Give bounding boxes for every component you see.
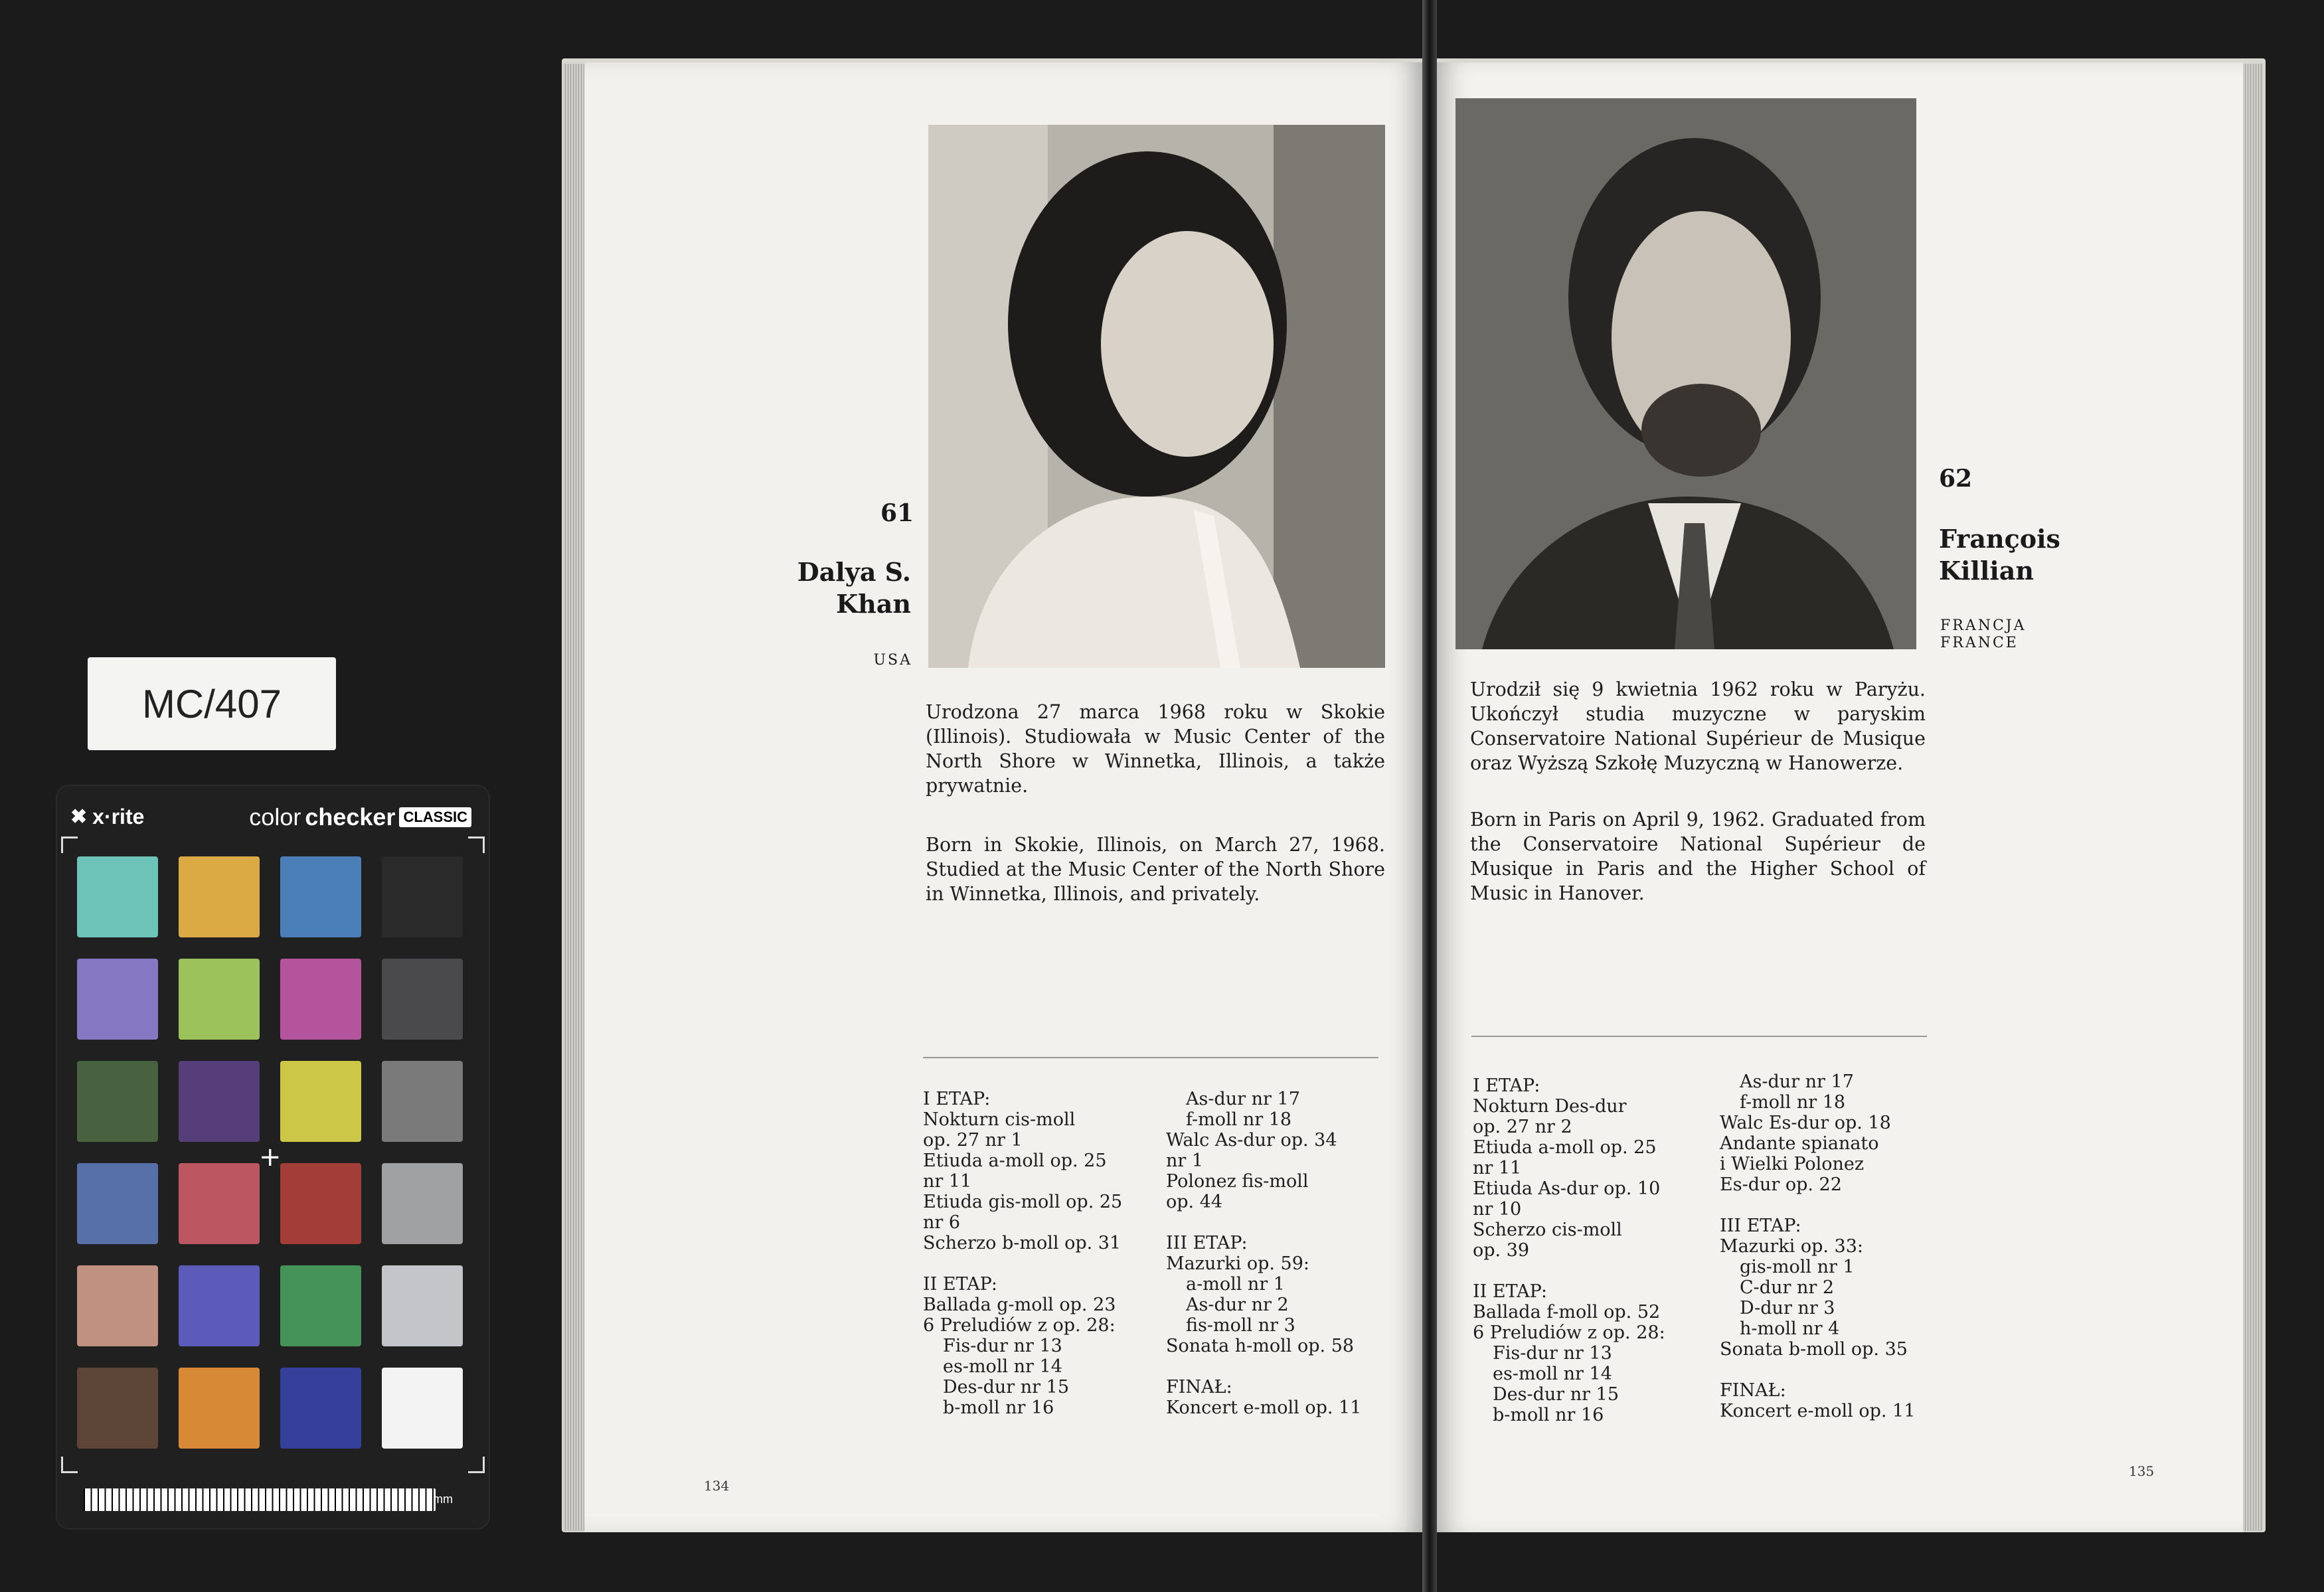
program-line: Koncert e-moll op. 11: [1166, 1397, 1362, 1418]
corner-mark: [61, 836, 78, 853]
program-line: Scherzo cis-moll: [1473, 1220, 1622, 1240]
color-swatch: [77, 959, 158, 1040]
program-line: Nokturn Des-dur: [1473, 1096, 1627, 1117]
program-column-2: [1720, 1072, 1946, 1421]
program-line: nr 10: [1473, 1199, 1522, 1220]
program-line: Des-dur nr 15: [1493, 1384, 1619, 1405]
program-line: Sonata h-moll op. 58: [1166, 1336, 1355, 1356]
color-swatch: [77, 1265, 158, 1346]
program-line: I ETAP:: [923, 1089, 991, 1109]
program-line: III ETAP:: [1166, 1233, 1248, 1253]
xrite-mark-icon: ✖: [70, 806, 88, 828]
program-line: I ETAP:: [1473, 1075, 1540, 1096]
color-swatch: [382, 1163, 463, 1244]
program-line: fis-moll nr 3: [1186, 1315, 1295, 1336]
ruler-unit: mm: [433, 1492, 453, 1506]
color-swatch: [179, 1368, 260, 1449]
name-line-1: François: [1939, 524, 2060, 554]
program-line: nr 6: [923, 1212, 961, 1233]
contestant-country: USA: [873, 652, 912, 669]
color-swatch: [382, 1368, 463, 1449]
color-swatch: [77, 856, 158, 937]
color-swatch: [77, 1163, 158, 1244]
color-swatch: [77, 1061, 158, 1142]
program-line: D-dur nr 3: [1740, 1298, 1835, 1318]
program-spacer: [923, 1253, 1149, 1274]
corner-mark: [468, 1457, 485, 1473]
color-swatch: [179, 1163, 260, 1244]
program-line: FINAŁ:: [1720, 1380, 1786, 1401]
color-swatch: [382, 856, 463, 937]
crosshair-icon: +: [259, 1142, 282, 1172]
program-line: Es-dur op. 22: [1720, 1174, 1842, 1195]
program-line: h-moll nr 4: [1740, 1318, 1840, 1339]
color-swatch: [280, 959, 361, 1040]
xrite-brand-text: x·rite: [92, 805, 145, 829]
portrait-image: [928, 125, 1385, 668]
color-swatch: [280, 1368, 361, 1449]
program-line: Ballada g-moll op. 23: [923, 1295, 1116, 1315]
xrite-logo: [70, 805, 144, 829]
contestant-number: 61: [880, 499, 914, 527]
color-swatch: [179, 959, 260, 1040]
program-line: op. 44: [1166, 1192, 1223, 1212]
program-column-1: [1473, 1075, 1712, 1425]
program-line: Polonez fis-moll: [1166, 1171, 1309, 1192]
portrait-image: [1455, 98, 1916, 649]
program-line: Fis-dur nr 13: [1493, 1343, 1612, 1364]
country-polish: FRANCJA: [1940, 617, 2027, 634]
program-line: Mazurki op. 59:: [1166, 1253, 1309, 1274]
color-swatch: [179, 856, 260, 937]
archive-label: MC/407: [88, 657, 336, 750]
program-line: 6 Preludiów z op. 28:: [923, 1315, 1116, 1336]
book-gutter: [1422, 0, 1437, 1592]
page-number: 134: [704, 1478, 730, 1494]
mm-ruler: [84, 1488, 436, 1511]
bio-english: Born in Skokie, Illinois, on March 27, 1968. Studied at the Music Center of the North Shore in Winnetka, Illinois, and privately.: [926, 834, 1385, 905]
program-line: Ballada f-moll op. 52: [1473, 1302, 1661, 1322]
program-spacer: [1720, 1195, 1946, 1216]
classic-badge: CLASSIC: [399, 807, 471, 827]
program-line: Des-dur nr 15: [943, 1377, 1070, 1397]
program-column-1: [923, 1089, 1149, 1418]
program-line: Etiuda a-moll op. 25: [923, 1151, 1107, 1171]
program-line: Scherzo b-moll op. 31: [923, 1233, 1121, 1253]
bio-polish: Urodził się 9 kwietnia 1962 roku w Paryżu. Ukończył studia muzyczne w paryskim Conservatoire National Supérieur de Musique oraz Wyższą Szkołę Muzyczną w Hanowerze.: [1470, 678, 1926, 774]
color-swatch: [179, 1265, 260, 1346]
color-swatch: [382, 1265, 463, 1346]
corner-mark: [468, 836, 485, 853]
page-edges-left: [563, 64, 584, 1531]
program-line: 6 Preludiów z op. 28:: [1473, 1322, 1665, 1343]
divider-rule: [1471, 1036, 1927, 1037]
country-english: FRANCE: [1940, 635, 2019, 651]
program-line: Sonata b-moll op. 35: [1720, 1339, 1908, 1360]
program-line: nr 11: [1473, 1158, 1522, 1178]
color-swatch: [179, 1061, 260, 1142]
color-swatch: [382, 959, 463, 1040]
title-bold: checker: [305, 803, 396, 831]
color-swatch: [280, 1265, 361, 1346]
program-line: III ETAP:: [1720, 1216, 1801, 1236]
program-line: FINAŁ:: [1166, 1377, 1232, 1397]
program-line: Koncert e-moll op. 11: [1720, 1401, 1916, 1421]
program-line: i Wielki Polonez: [1720, 1154, 1865, 1174]
program-line: II ETAP:: [1473, 1281, 1547, 1302]
program-line: Nokturn cis-moll: [923, 1109, 1076, 1130]
program-line: Walc As-dur op. 34: [1166, 1130, 1337, 1151]
color-swatch: [77, 1368, 158, 1449]
divider-rule: [923, 1057, 1378, 1058]
program-line: op. 27 nr 1: [923, 1130, 1023, 1151]
contestant-name: [797, 556, 911, 620]
page-edges-right: [2243, 64, 2263, 1531]
program-line: C-dur nr 2: [1740, 1277, 1835, 1298]
color-swatch: [280, 856, 361, 937]
program-spacer: [1720, 1360, 1946, 1380]
portrait-photo-dalya-khan: [928, 125, 1385, 668]
program-line: Etiuda a-moll op. 25: [1473, 1137, 1657, 1158]
program-line: Fis-dur nr 13: [943, 1336, 1062, 1356]
program-line: op. 39: [1473, 1240, 1530, 1261]
page-number: 135: [2129, 1463, 2155, 1479]
program-line: Walc Es-dur op. 18: [1720, 1113, 1891, 1133]
bio-english: Born in Paris on April 9, 1962. Graduated from the Conservatoire National Supérieur de Musique in Paris and the Higher School of Music in Hanover.: [1470, 809, 1926, 904]
title-light: color: [249, 803, 301, 831]
program-line: b-moll nr 16: [943, 1397, 1054, 1418]
program-line: Mazurki op. 33:: [1720, 1236, 1863, 1257]
corner-mark: [61, 1457, 78, 1473]
program-line: Etiuda gis-moll op. 25: [923, 1192, 1123, 1212]
program-line: nr 1: [1166, 1151, 1204, 1171]
color-swatch: [280, 1163, 361, 1244]
color-checker-card: [56, 785, 490, 1530]
program-line: As-dur nr 17: [1186, 1089, 1300, 1109]
color-swatch: [382, 1061, 463, 1142]
program-line: As-dur nr 17: [1740, 1072, 1854, 1092]
program-line: op. 27 nr 2: [1473, 1117, 1572, 1137]
program-column-2: [1166, 1089, 1392, 1418]
program-line: Etiuda As-dur op. 10: [1473, 1178, 1661, 1199]
portrait-photo-francois-killian: [1455, 98, 1916, 649]
program-line: nr 11: [923, 1171, 972, 1192]
contestant-number: 62: [1939, 465, 1973, 493]
name-line-2: Killian: [1939, 556, 2034, 586]
name-line-1: Dalya S.: [797, 557, 911, 587]
bio-polish: Urodzona 27 marca 1968 roku w Skokie (Illinois). Studiowała w Music Center of the North Shore w Winnetka, Illinois, a także prywatnie.: [926, 701, 1385, 797]
program-spacer: [1166, 1212, 1392, 1233]
program-line: es-moll nr 14: [943, 1356, 1062, 1377]
program-line: As-dur nr 2: [1186, 1295, 1289, 1315]
program-line: f-moll nr 18: [1740, 1092, 1846, 1113]
program-line: a-moll nr 1: [1186, 1274, 1285, 1295]
program-line: II ETAP:: [923, 1274, 997, 1295]
name-line-2: Khan: [836, 589, 911, 619]
contestant-country: [1940, 617, 2027, 652]
colorchecker-title: [249, 803, 471, 831]
program-line: Andante spianato: [1720, 1133, 1879, 1154]
program-line: es-moll nr 14: [1493, 1364, 1612, 1384]
program-line: f-moll nr 18: [1186, 1109, 1292, 1130]
program-line: gis-moll nr 1: [1740, 1257, 1855, 1277]
program-spacer: [1473, 1261, 1712, 1281]
color-swatch: [280, 1061, 361, 1142]
program-line: b-moll nr 16: [1493, 1405, 1604, 1425]
contestant-name: [1939, 523, 2060, 587]
program-spacer: [1166, 1356, 1392, 1377]
